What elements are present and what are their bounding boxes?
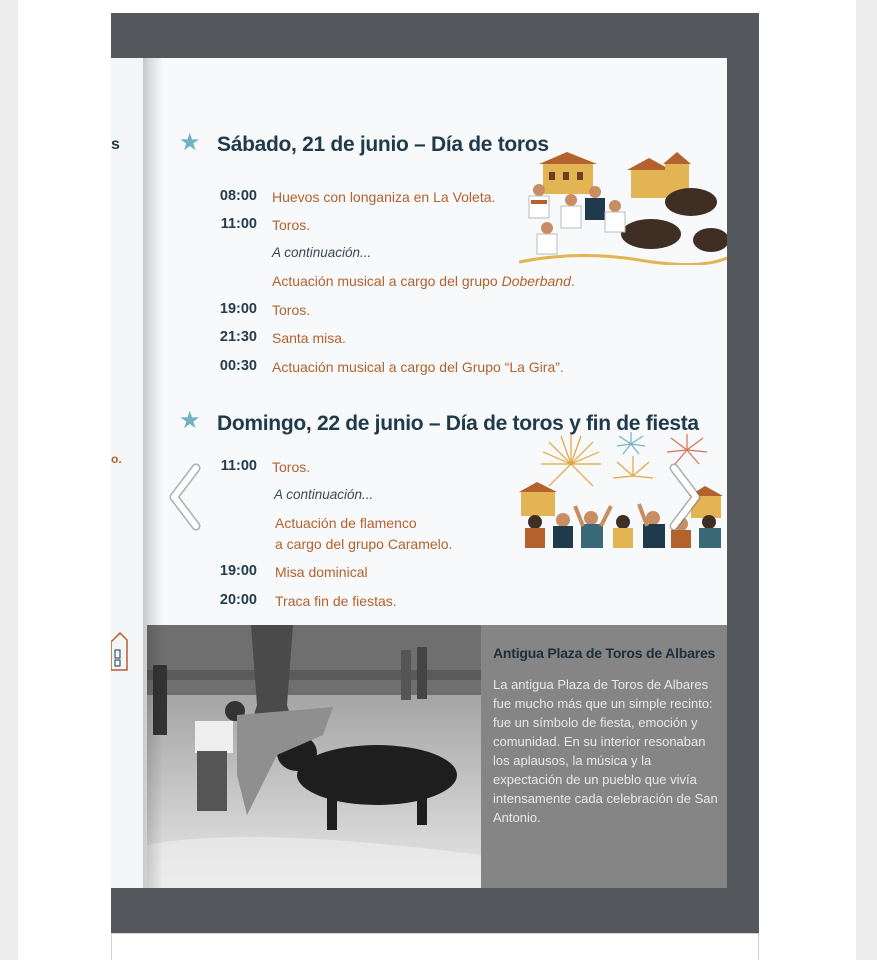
- house-icon: [111, 630, 129, 674]
- event-time: 11:00: [220, 216, 257, 232]
- event-text: Misa dominical: [275, 564, 368, 580]
- continuation-text: A continuación...: [272, 245, 372, 260]
- previous-page-fragment: o.: [111, 452, 122, 466]
- event-time: 20:00: [219, 592, 257, 608]
- sunday-title: Domingo, 22 de junio – Día de toros y fin de fiesta: [217, 412, 699, 435]
- previous-page-fragment: s: [111, 136, 120, 153]
- chevron-right-icon[interactable]: [664, 462, 704, 532]
- event-text: Toros.: [272, 302, 311, 318]
- plaza-info-title: Antigua Plaza de Toros de Albares: [493, 645, 716, 661]
- previous-page-edge: [111, 58, 147, 888]
- plaza-info-body: La antigua Plaza de Toros de Albares fue mucho más que un simple recinto: fue un símbolo de fiesta, emoción y comunidad. En su interior resonaban los aplausos, la música y la expectación de un pueblo que vivía intensamente cada celebración de San Antonio.: [493, 677, 718, 825]
- bullfight-photo: [147, 625, 481, 888]
- chevron-left-icon[interactable]: [166, 462, 206, 532]
- saturday-title: Sábado, 21 de junio – Día de toros: [217, 133, 549, 156]
- event-text: Traca fin de fiestas.: [275, 593, 397, 609]
- program-page: [147, 58, 727, 888]
- event-time: 19:00: [219, 301, 257, 317]
- event-time: 00:30: [219, 358, 257, 374]
- bottom-card: [111, 933, 759, 960]
- bull-run-illustration: [519, 150, 727, 265]
- event-text: Santa misa.: [272, 330, 346, 346]
- event-time: 19:00: [219, 563, 257, 579]
- event-text: Huevos con longaniza en La Voleta.: [272, 189, 496, 205]
- event-text: a cargo del grupo Caramelo.: [275, 536, 453, 552]
- page-fold-shadow: [143, 58, 163, 888]
- star-icon: ★: [179, 129, 201, 156]
- event-text: Toros.: [272, 217, 311, 233]
- event-text: Actuación musical a cargo del grupo Doberband.: [272, 273, 575, 289]
- event-time: 21:30: [219, 329, 257, 345]
- star-icon: ★: [179, 407, 201, 434]
- event-text: Actuación de flamenco: [275, 515, 417, 531]
- bullfight-photo-image: [147, 625, 481, 888]
- event-text: Toros.: [272, 459, 311, 475]
- event-time: 08:00: [219, 188, 257, 204]
- plaza-info-panel: [481, 625, 727, 888]
- continuation-text: A continuación...: [274, 487, 374, 502]
- event-text: Actuación musical a cargo del Grupo “La Gira”.: [272, 359, 564, 375]
- event-time: 11:00: [220, 458, 257, 474]
